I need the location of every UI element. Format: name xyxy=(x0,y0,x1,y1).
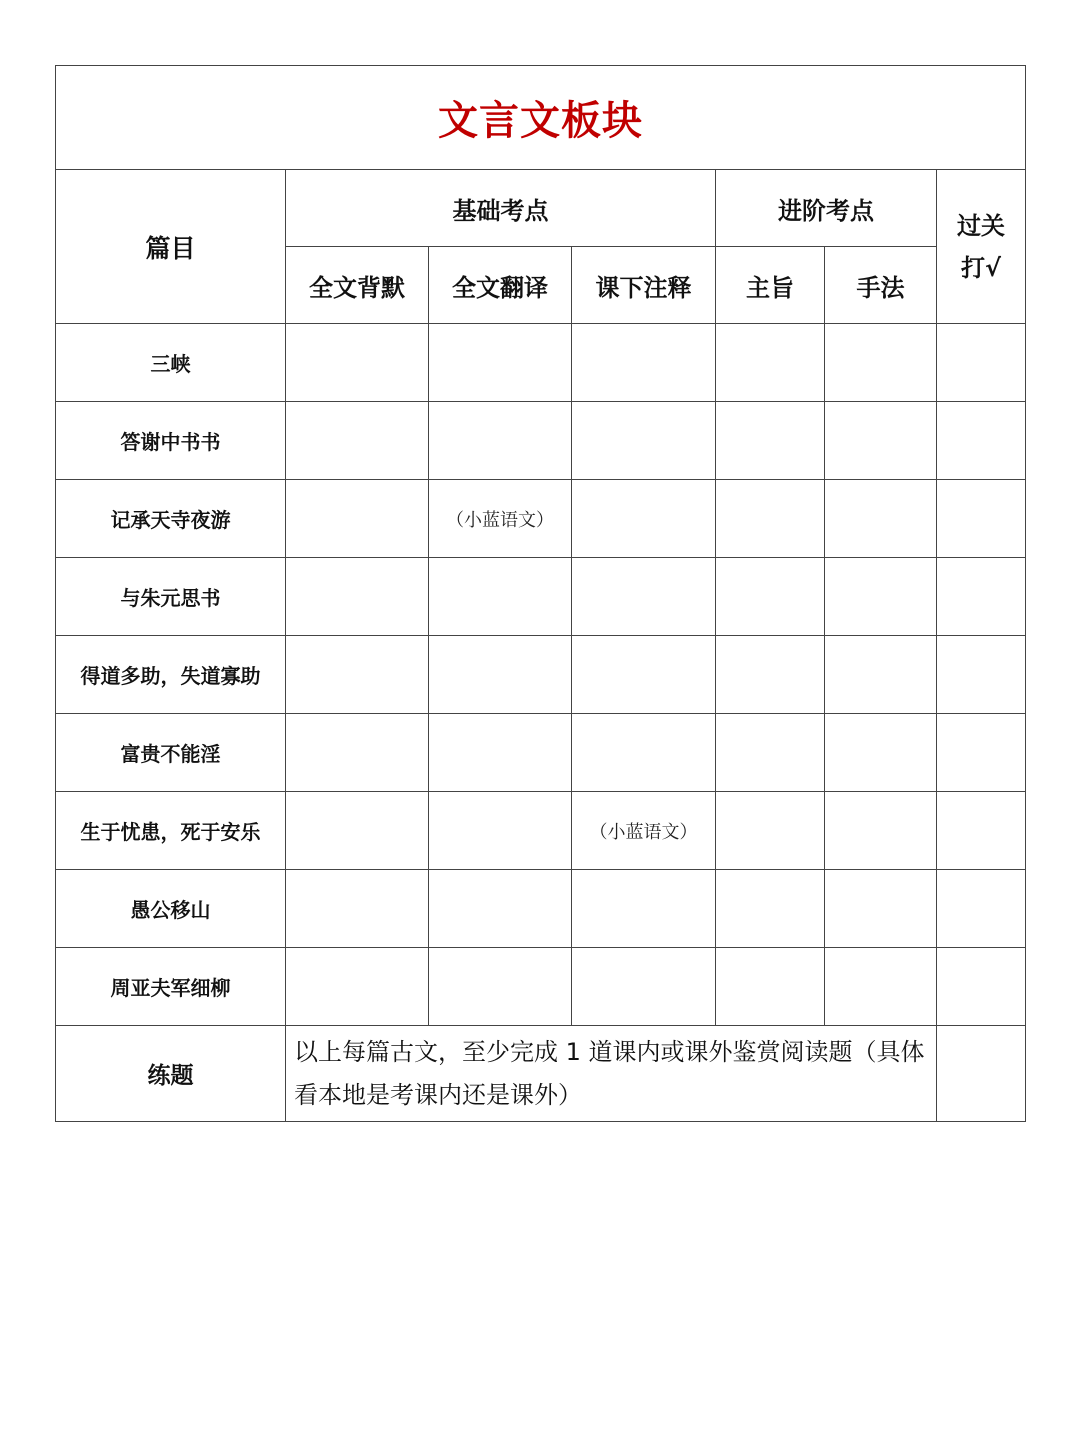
cell-theme[interactable] xyxy=(716,324,825,402)
article-name: 与朱元思书 xyxy=(56,558,286,636)
table-row xyxy=(56,792,1026,870)
cell-translate[interactable] xyxy=(429,402,572,480)
practice-label: 练题 xyxy=(56,1026,286,1122)
cell-technique[interactable] xyxy=(825,324,937,402)
cell-technique[interactable] xyxy=(825,480,937,558)
cell-translate[interactable] xyxy=(429,480,572,558)
page-title: 文言文板块 xyxy=(438,98,644,144)
cell-theme[interactable] xyxy=(716,402,825,480)
header-article: 篇目 xyxy=(56,170,286,324)
cell-check[interactable] xyxy=(937,558,1026,636)
header-check-line1: 过关 xyxy=(957,211,1006,240)
cell-technique[interactable] xyxy=(825,948,937,1026)
watermark-note: （小蓝语文） xyxy=(589,821,698,843)
cell-recite[interactable] xyxy=(286,324,429,402)
cell-check[interactable] xyxy=(937,948,1026,1026)
article-name: 富贵不能淫 xyxy=(56,714,286,792)
study-checklist-table xyxy=(55,65,1026,1122)
cell-theme[interactable] xyxy=(716,870,825,948)
table-row xyxy=(56,636,1026,714)
header-recite: 全文背默 xyxy=(286,247,429,324)
cell-check[interactable] xyxy=(937,1026,1026,1122)
cell-translate[interactable] xyxy=(429,870,572,948)
cell-notes[interactable] xyxy=(572,324,716,402)
cell-theme[interactable] xyxy=(716,480,825,558)
header-translate: 全文翻译 xyxy=(429,247,572,324)
cell-notes[interactable] xyxy=(572,714,716,792)
cell-notes[interactable] xyxy=(572,948,716,1026)
cell-recite[interactable] xyxy=(286,714,429,792)
cell-translate[interactable] xyxy=(429,636,572,714)
table-row xyxy=(56,402,1026,480)
cell-translate[interactable] xyxy=(429,792,572,870)
practice-row xyxy=(56,1026,1026,1122)
cell-check[interactable] xyxy=(937,402,1026,480)
cell-check[interactable] xyxy=(937,792,1026,870)
table-row xyxy=(56,948,1026,1026)
cell-technique[interactable] xyxy=(825,636,937,714)
header-basic: 基础考点 xyxy=(286,170,716,247)
cell-check[interactable] xyxy=(937,714,1026,792)
article-name: 得道多助，失道寡助 xyxy=(56,636,286,714)
cell-recite[interactable] xyxy=(286,402,429,480)
cell-notes[interactable] xyxy=(572,870,716,948)
cell-recite[interactable] xyxy=(286,558,429,636)
cell-recite[interactable] xyxy=(286,792,429,870)
watermark-note: （小蓝语文） xyxy=(446,509,554,531)
header-check-line2: 打√ xyxy=(961,253,1002,282)
cell-recite[interactable] xyxy=(286,870,429,948)
cell-technique[interactable] xyxy=(825,714,937,792)
header-check xyxy=(937,170,1026,324)
cell-theme[interactable] xyxy=(716,792,825,870)
cell-recite[interactable] xyxy=(286,636,429,714)
cell-theme[interactable] xyxy=(716,714,825,792)
cell-notes[interactable] xyxy=(572,792,716,870)
cell-theme[interactable] xyxy=(716,948,825,1026)
cell-recite[interactable] xyxy=(286,480,429,558)
article-name: 三峡 xyxy=(56,324,286,402)
cell-notes[interactable] xyxy=(572,402,716,480)
cell-technique[interactable] xyxy=(825,402,937,480)
header-technique: 手法 xyxy=(825,247,937,324)
table-row xyxy=(56,324,1026,402)
cell-check[interactable] xyxy=(937,480,1026,558)
article-name: 周亚夫军细柳 xyxy=(56,948,286,1026)
cell-check[interactable] xyxy=(937,636,1026,714)
cell-translate[interactable] xyxy=(429,948,572,1026)
cell-theme[interactable] xyxy=(716,558,825,636)
cell-recite[interactable] xyxy=(286,948,429,1026)
header-notes: 课下注释 xyxy=(572,247,716,324)
header-advanced: 进阶考点 xyxy=(716,170,937,247)
practice-description: 以上每篇古文，至少完成 1 道课内或课外鉴赏阅读题（具体看本地是考课内还是课外） xyxy=(286,1026,937,1122)
table-row xyxy=(56,714,1026,792)
article-name: 愚公移山 xyxy=(56,870,286,948)
cell-translate[interactable] xyxy=(429,714,572,792)
cell-technique[interactable] xyxy=(825,870,937,948)
article-name: 答谢中书书 xyxy=(56,402,286,480)
cell-theme[interactable] xyxy=(716,636,825,714)
header-theme: 主旨 xyxy=(716,247,825,324)
cell-notes[interactable] xyxy=(572,558,716,636)
cell-translate[interactable] xyxy=(429,558,572,636)
table-row xyxy=(56,480,1026,558)
cell-notes[interactable] xyxy=(572,480,716,558)
cell-technique[interactable] xyxy=(825,792,937,870)
cell-technique[interactable] xyxy=(825,558,937,636)
cell-translate[interactable] xyxy=(429,324,572,402)
cell-check[interactable] xyxy=(937,870,1026,948)
cell-check[interactable] xyxy=(937,324,1026,402)
article-name: 记承天寺夜游 xyxy=(56,480,286,558)
article-name: 生于忧患，死于安乐 xyxy=(56,792,286,870)
table-row xyxy=(56,870,1026,948)
table-row xyxy=(56,558,1026,636)
cell-notes[interactable] xyxy=(572,636,716,714)
title-cell xyxy=(56,66,1026,170)
